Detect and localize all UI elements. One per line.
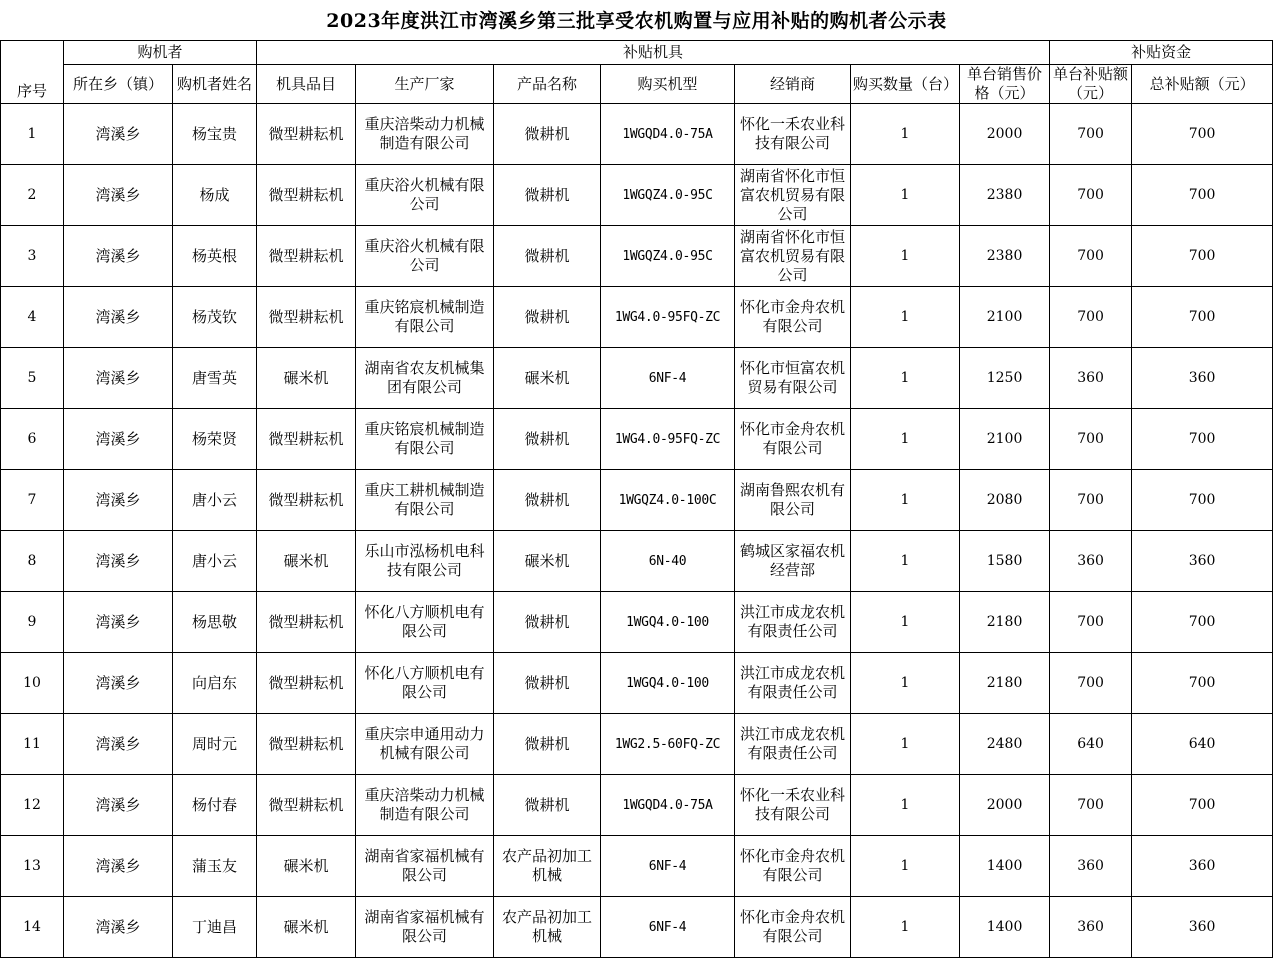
header-price: 单台销售价格（元）: [960, 65, 1050, 104]
cell-township: 湾溪乡: [64, 775, 173, 836]
cell-manufacturer: 重庆宗申通用动力机械有限公司: [356, 714, 494, 775]
cell-product: 碾米机: [494, 348, 601, 409]
cell-product: 碾米机: [494, 531, 601, 592]
cell-unit-subsidy: 700: [1050, 775, 1132, 836]
cell-product: 微耕机: [494, 653, 601, 714]
cell-seq: 2: [1, 165, 64, 226]
cell-seq: 13: [1, 836, 64, 897]
cell-dealer: 鹤城区家福农机经营部: [735, 531, 851, 592]
cell-model: 1WGQZ4.0-95C: [601, 165, 735, 226]
cell-dealer: 怀化市恒富农机贸易有限公司: [735, 348, 851, 409]
cell-manufacturer: 重庆涪柴动力机械制造有限公司: [356, 104, 494, 165]
cell-seq: 11: [1, 714, 64, 775]
cell-dealer: 怀化市金舟农机有限公司: [735, 409, 851, 470]
cell-product: 微耕机: [494, 775, 601, 836]
cell-total-subsidy: 700: [1132, 653, 1273, 714]
cell-unit-subsidy: 700: [1050, 165, 1132, 226]
header-manufacturer: 生产厂家: [356, 65, 494, 104]
cell-seq: 9: [1, 592, 64, 653]
cell-township: 湾溪乡: [64, 470, 173, 531]
table-row: [1, 592, 1273, 653]
cell-model: 1WGQZ4.0-95C: [601, 226, 735, 287]
cell-product: 微耕机: [494, 226, 601, 287]
cell-category: 微型耕耘机: [257, 287, 356, 348]
cell-total-subsidy: 700: [1132, 104, 1273, 165]
column-header-row: [1, 65, 1273, 104]
cell-unit-subsidy: 700: [1050, 287, 1132, 348]
cell-unit-subsidy: 640: [1050, 714, 1132, 775]
cell-dealer: 怀化市金舟农机有限公司: [735, 897, 851, 958]
cell-price: 1580: [960, 531, 1050, 592]
cell-total-subsidy: 360: [1132, 836, 1273, 897]
cell-unit-subsidy: 360: [1050, 836, 1132, 897]
cell-dealer: 洪江市成龙农机有限责任公司: [735, 714, 851, 775]
cell-product: 农产品初加工机械: [494, 897, 601, 958]
cell-category: 碾米机: [257, 836, 356, 897]
cell-product: 微耕机: [494, 592, 601, 653]
cell-township: 湾溪乡: [64, 592, 173, 653]
cell-qty: 1: [851, 653, 960, 714]
cell-model: 1WGQ4.0-100: [601, 653, 735, 714]
cell-category: 碾米机: [257, 348, 356, 409]
header-seq: 序号: [1, 41, 64, 104]
cell-model: 1WG2.5-60FQ-ZC: [601, 714, 735, 775]
cell-manufacturer: 湖南省家福机械有限公司: [356, 897, 494, 958]
cell-qty: 1: [851, 409, 960, 470]
table-row: [1, 165, 1273, 226]
cell-category: 碾米机: [257, 897, 356, 958]
table-row: [1, 348, 1273, 409]
cell-dealer: 湖南省怀化市恒富农机贸易有限公司: [735, 226, 851, 287]
cell-product: 微耕机: [494, 104, 601, 165]
cell-price: 2480: [960, 714, 1050, 775]
cell-qty: 1: [851, 470, 960, 531]
table-row: [1, 287, 1273, 348]
cell-qty: 1: [851, 836, 960, 897]
table-body: [1, 104, 1273, 958]
cell-dealer: 怀化一禾农业科技有限公司: [735, 104, 851, 165]
table-row: [1, 409, 1273, 470]
cell-qty: 1: [851, 897, 960, 958]
cell-dealer: 湖南省怀化市恒富农机贸易有限公司: [735, 165, 851, 226]
cell-seq: 4: [1, 287, 64, 348]
cell-unit-subsidy: 700: [1050, 226, 1132, 287]
cell-name: 杨付春: [173, 775, 257, 836]
table-row: [1, 226, 1273, 287]
cell-unit-subsidy: 360: [1050, 531, 1132, 592]
cell-seq: 6: [1, 409, 64, 470]
cell-model: 1WG4.0-95FQ-ZC: [601, 409, 735, 470]
cell-seq: 3: [1, 226, 64, 287]
cell-name: 蒲玉友: [173, 836, 257, 897]
cell-qty: 1: [851, 165, 960, 226]
cell-qty: 1: [851, 714, 960, 775]
cell-township: 湾溪乡: [64, 409, 173, 470]
cell-name: 杨荣贤: [173, 409, 257, 470]
cell-dealer: 湖南鲁熙农机有限公司: [735, 470, 851, 531]
cell-unit-subsidy: 700: [1050, 470, 1132, 531]
cell-price: 1400: [960, 897, 1050, 958]
table-row: [1, 104, 1273, 165]
cell-model: 1WG4.0-95FQ-ZC: [601, 287, 735, 348]
cell-qty: 1: [851, 226, 960, 287]
cell-category: 微型耕耘机: [257, 409, 356, 470]
cell-name: 唐雪英: [173, 348, 257, 409]
cell-township: 湾溪乡: [64, 653, 173, 714]
cell-product: 微耕机: [494, 409, 601, 470]
table-row: [1, 836, 1273, 897]
cell-price: 2180: [960, 592, 1050, 653]
cell-manufacturer: 重庆浴火机械有限公司: [356, 226, 494, 287]
cell-township: 湾溪乡: [64, 287, 173, 348]
cell-product: 农产品初加工机械: [494, 836, 601, 897]
group-buyer: 购机者: [64, 41, 257, 65]
table-row: [1, 653, 1273, 714]
cell-category: 碾米机: [257, 531, 356, 592]
cell-model: 6NF-4: [601, 348, 735, 409]
cell-price: 2080: [960, 470, 1050, 531]
cell-unit-subsidy: 700: [1050, 592, 1132, 653]
cell-price: 2100: [960, 287, 1050, 348]
cell-total-subsidy: 700: [1132, 470, 1273, 531]
cell-name: 杨英根: [173, 226, 257, 287]
cell-total-subsidy: 640: [1132, 714, 1273, 775]
cell-qty: 1: [851, 104, 960, 165]
cell-name: 丁迪昌: [173, 897, 257, 958]
cell-name: 唐小云: [173, 470, 257, 531]
cell-product: 微耕机: [494, 287, 601, 348]
cell-dealer: 洪江市成龙农机有限责任公司: [735, 653, 851, 714]
cell-total-subsidy: 360: [1132, 897, 1273, 958]
cell-total-subsidy: 360: [1132, 531, 1273, 592]
header-product: 产品名称: [494, 65, 601, 104]
cell-dealer: 怀化市金舟农机有限公司: [735, 836, 851, 897]
cell-qty: 1: [851, 592, 960, 653]
cell-manufacturer: 湖南省农友机械集团有限公司: [356, 348, 494, 409]
cell-name: 向启东: [173, 653, 257, 714]
cell-model: 6N-40: [601, 531, 735, 592]
cell-manufacturer: 重庆工耕机械制造有限公司: [356, 470, 494, 531]
cell-price: 1250: [960, 348, 1050, 409]
cell-unit-subsidy: 700: [1050, 104, 1132, 165]
table-row: [1, 775, 1273, 836]
subsidy-table: [0, 40, 1273, 958]
cell-dealer: 怀化一禾农业科技有限公司: [735, 775, 851, 836]
cell-total-subsidy: 700: [1132, 165, 1273, 226]
cell-township: 湾溪乡: [64, 714, 173, 775]
cell-township: 湾溪乡: [64, 104, 173, 165]
cell-category: 微型耕耘机: [257, 592, 356, 653]
cell-unit-subsidy: 700: [1050, 409, 1132, 470]
cell-manufacturer: 湖南省家福机械有限公司: [356, 836, 494, 897]
cell-category: 微型耕耘机: [257, 226, 356, 287]
cell-township: 湾溪乡: [64, 836, 173, 897]
cell-total-subsidy: 700: [1132, 592, 1273, 653]
cell-qty: 1: [851, 348, 960, 409]
cell-total-subsidy: 360: [1132, 348, 1273, 409]
cell-seq: 8: [1, 531, 64, 592]
cell-price: 2380: [960, 226, 1050, 287]
cell-seq: 10: [1, 653, 64, 714]
cell-manufacturer: 怀化八方顺机电有限公司: [356, 592, 494, 653]
cell-price: 1400: [960, 836, 1050, 897]
cell-unit-subsidy: 360: [1050, 897, 1132, 958]
cell-price: 2180: [960, 653, 1050, 714]
cell-product: 微耕机: [494, 165, 601, 226]
cell-qty: 1: [851, 531, 960, 592]
cell-model: 1WGQD4.0-75A: [601, 104, 735, 165]
cell-qty: 1: [851, 287, 960, 348]
cell-name: 杨茂钦: [173, 287, 257, 348]
header-township: 所在乡（镇）: [64, 65, 173, 104]
cell-township: 湾溪乡: [64, 531, 173, 592]
table-row: [1, 531, 1273, 592]
cell-name: 杨成: [173, 165, 257, 226]
cell-price: 2000: [960, 104, 1050, 165]
cell-dealer: 洪江市成龙农机有限责任公司: [735, 592, 851, 653]
cell-price: 2000: [960, 775, 1050, 836]
cell-name: 杨思敬: [173, 592, 257, 653]
cell-product: 微耕机: [494, 470, 601, 531]
cell-name: 周时元: [173, 714, 257, 775]
header-model: 购买机型: [601, 65, 735, 104]
cell-category: 微型耕耘机: [257, 714, 356, 775]
cell-unit-subsidy: 360: [1050, 348, 1132, 409]
cell-seq: 1: [1, 104, 64, 165]
cell-category: 微型耕耘机: [257, 470, 356, 531]
header-name: 购机者姓名: [173, 65, 257, 104]
header-unit-subsidy: 单台补贴额（元）: [1050, 65, 1132, 104]
cell-name: 杨宝贵: [173, 104, 257, 165]
cell-model: 6NF-4: [601, 897, 735, 958]
header-qty: 购买数量（台）: [851, 65, 960, 104]
cell-township: 湾溪乡: [64, 226, 173, 287]
cell-model: 6NF-4: [601, 836, 735, 897]
cell-seq: 12: [1, 775, 64, 836]
header-total-subsidy: 总补贴额（元）: [1132, 65, 1273, 104]
cell-category: 微型耕耘机: [257, 165, 356, 226]
cell-township: 湾溪乡: [64, 897, 173, 958]
group-header-row: [1, 41, 1273, 65]
cell-product: 微耕机: [494, 714, 601, 775]
cell-township: 湾溪乡: [64, 348, 173, 409]
cell-total-subsidy: 700: [1132, 226, 1273, 287]
cell-seq: 7: [1, 470, 64, 531]
cell-price: 2100: [960, 409, 1050, 470]
cell-manufacturer: 重庆铭宸机械制造有限公司: [356, 409, 494, 470]
cell-price: 2380: [960, 165, 1050, 226]
table-row: [1, 470, 1273, 531]
cell-manufacturer: 重庆浴火机械有限公司: [356, 165, 494, 226]
cell-dealer: 怀化市金舟农机有限公司: [735, 287, 851, 348]
cell-manufacturer: 重庆涪柴动力机械制造有限公司: [356, 775, 494, 836]
table-row: [1, 714, 1273, 775]
cell-category: 微型耕耘机: [257, 104, 356, 165]
cell-manufacturer: 怀化八方顺机电有限公司: [356, 653, 494, 714]
cell-category: 微型耕耘机: [257, 653, 356, 714]
cell-qty: 1: [851, 775, 960, 836]
header-dealer: 经销商: [735, 65, 851, 104]
cell-category: 微型耕耘机: [257, 775, 356, 836]
header-category: 机具品目: [257, 65, 356, 104]
cell-seq: 14: [1, 897, 64, 958]
group-machine: 补贴机具: [257, 41, 1050, 65]
cell-manufacturer: 重庆铭宸机械制造有限公司: [356, 287, 494, 348]
table-row: [1, 897, 1273, 958]
cell-manufacturer: 乐山市泓杨机电科技有限公司: [356, 531, 494, 592]
cell-total-subsidy: 700: [1132, 409, 1273, 470]
cell-township: 湾溪乡: [64, 165, 173, 226]
cell-unit-subsidy: 700: [1050, 653, 1132, 714]
cell-model: 1WGQZ4.0-100C: [601, 470, 735, 531]
cell-total-subsidy: 700: [1132, 287, 1273, 348]
cell-seq: 5: [1, 348, 64, 409]
page-title: 2023年度洪江市湾溪乡第三批享受农机购置与应用补贴的购机者公示表: [326, 10, 947, 32]
cell-total-subsidy: 700: [1132, 775, 1273, 836]
cell-model: 1WGQD4.0-75A: [601, 775, 735, 836]
cell-name: 唐小云: [173, 531, 257, 592]
cell-model: 1WGQ4.0-100: [601, 592, 735, 653]
group-funds: 补贴资金: [1050, 41, 1273, 65]
